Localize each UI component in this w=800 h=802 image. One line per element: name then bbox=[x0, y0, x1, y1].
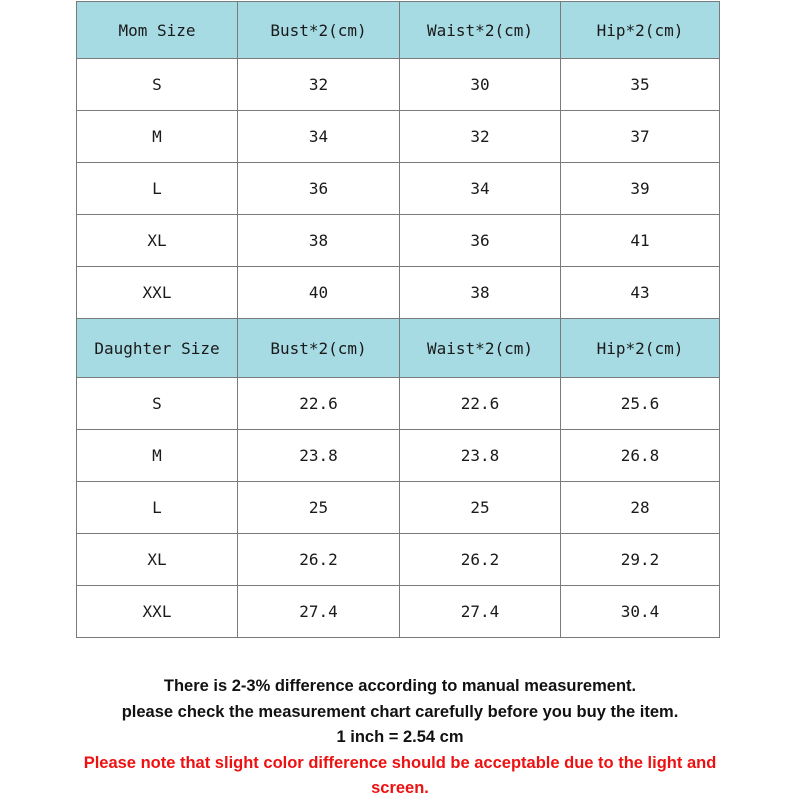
header-cell: Hip*2(cm) bbox=[561, 2, 720, 59]
size-cell: L bbox=[77, 482, 238, 534]
size-cell: S bbox=[77, 59, 238, 111]
size-chart-table bbox=[76, 1, 720, 638]
hip-cell: 37 bbox=[561, 111, 720, 163]
size-cell: M bbox=[77, 430, 238, 482]
bust-cell: 38 bbox=[238, 215, 400, 267]
mom-header-row bbox=[77, 2, 720, 59]
hip-cell: 25.6 bbox=[561, 378, 720, 430]
waist-cell: 36 bbox=[400, 215, 561, 267]
size-cell: L bbox=[77, 163, 238, 215]
table-row bbox=[77, 534, 720, 586]
note-difference: There is 2-3% difference according to manual measurement. bbox=[163, 677, 637, 695]
header-cell: Daughter Size bbox=[77, 319, 238, 378]
note-inch-conversion: 1 inch = 2.54 cm bbox=[336, 728, 464, 746]
size-cell: XXL bbox=[77, 586, 238, 638]
waist-cell: 22.6 bbox=[400, 378, 561, 430]
header-cell: Bust*2(cm) bbox=[238, 319, 400, 378]
hip-cell: 35 bbox=[561, 59, 720, 111]
hip-cell: 30.4 bbox=[561, 586, 720, 638]
bust-cell: 26.2 bbox=[238, 534, 400, 586]
size-cell: M bbox=[77, 111, 238, 163]
waist-cell: 34 bbox=[400, 163, 561, 215]
bust-cell: 32 bbox=[238, 59, 400, 111]
table-row bbox=[77, 215, 720, 267]
waist-cell: 26.2 bbox=[400, 534, 561, 586]
bust-cell: 40 bbox=[238, 267, 400, 319]
hip-cell: 26.8 bbox=[561, 430, 720, 482]
hip-cell: 39 bbox=[561, 163, 720, 215]
waist-cell: 32 bbox=[400, 111, 561, 163]
hip-cell: 43 bbox=[561, 267, 720, 319]
table-row bbox=[77, 111, 720, 163]
header-cell: Mom Size bbox=[77, 2, 238, 59]
table-row bbox=[77, 586, 720, 638]
size-cell: XL bbox=[77, 534, 238, 586]
table-row bbox=[77, 59, 720, 111]
table-row bbox=[77, 378, 720, 430]
header-cell: Waist*2(cm) bbox=[400, 319, 561, 378]
table-row bbox=[77, 163, 720, 215]
hip-cell: 29.2 bbox=[561, 534, 720, 586]
size-cell: XL bbox=[77, 215, 238, 267]
waist-cell: 27.4 bbox=[400, 586, 561, 638]
bust-cell: 25 bbox=[238, 482, 400, 534]
daughter-header-row bbox=[77, 319, 720, 378]
header-cell: Bust*2(cm) bbox=[238, 2, 400, 59]
measurement-notes bbox=[0, 674, 800, 802]
hip-cell: 41 bbox=[561, 215, 720, 267]
header-cell: Waist*2(cm) bbox=[400, 2, 561, 59]
bust-cell: 27.4 bbox=[238, 586, 400, 638]
bust-cell: 23.8 bbox=[238, 430, 400, 482]
bust-cell: 22.6 bbox=[238, 378, 400, 430]
waist-cell: 30 bbox=[400, 59, 561, 111]
waist-cell: 23.8 bbox=[400, 430, 561, 482]
hip-cell: 28 bbox=[561, 482, 720, 534]
header-cell: Hip*2(cm) bbox=[561, 319, 720, 378]
waist-cell: 25 bbox=[400, 482, 561, 534]
bust-cell: 34 bbox=[238, 111, 400, 163]
bust-cell: 36 bbox=[238, 163, 400, 215]
color-difference-warning: Please note that slight color difference should be acceptable due to the light and screen. bbox=[83, 753, 717, 797]
size-cell: S bbox=[77, 378, 238, 430]
table-row bbox=[77, 430, 720, 482]
size-cell: XXL bbox=[77, 267, 238, 319]
waist-cell: 38 bbox=[400, 267, 561, 319]
table-row bbox=[77, 267, 720, 319]
note-check-chart: please check the measurement chart carefully before you buy the item. bbox=[121, 702, 679, 721]
table-row bbox=[77, 482, 720, 534]
